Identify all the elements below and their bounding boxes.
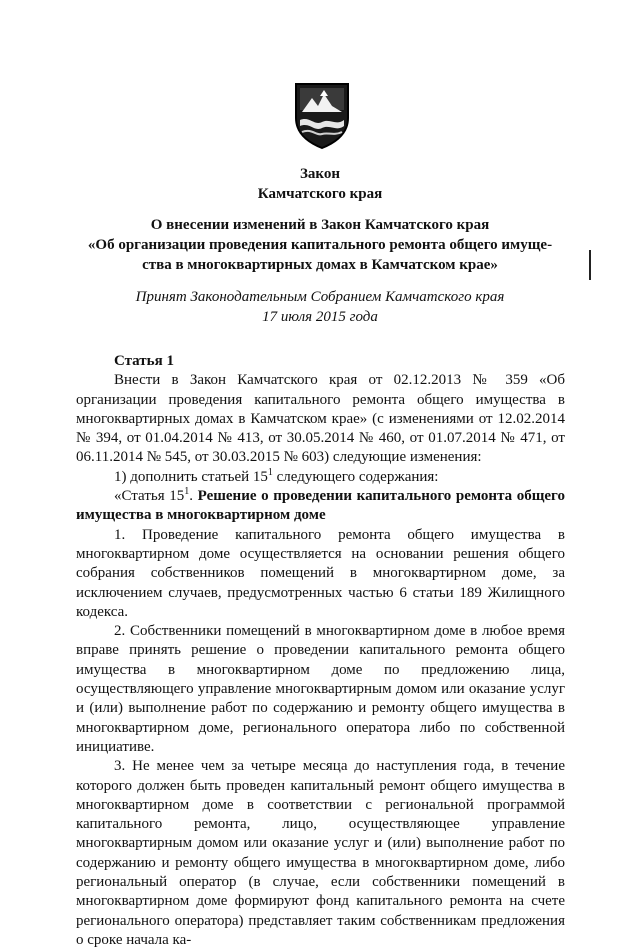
adoption-note-line-2: 17 июля 2015 года: [262, 309, 378, 325]
margin-mark: [589, 250, 591, 280]
law-subject: [60, 215, 580, 275]
law-title-line-2: Камчатского края: [257, 186, 383, 202]
article-intro: Внести в Закон Камчатского края от 02.12.2013 № 359 «Об организации проведения капитального ремонта общего имущества в многоквартирных домах в Камчатском крае» (с изменениями от 12.02.2014 № 394, от 01.04.2014 № 413, от 30.05.2014 № 460, от 01.07.2014 № 471, от 06.11.2014 № 545, от 30.03.2015 № 603) следующие изменения:: [76, 372, 565, 466]
law-title-line-1: Закон: [299, 166, 340, 182]
paragraph-2: 2. Собственники помещений в многоквартирном доме в любое время вправе принять решение о проведении капитального ремонта общего имущества в многоквартирном доме по предложению лица, осуществляющего управление многоквартирным домом или оказание услуг и (или) выполнение работ по содержанию и ремонту общего имущества в многоквартирном доме, регионального оператора либо по собственной инициативе.: [76, 623, 565, 755]
new-article-superscript: 1: [184, 486, 190, 498]
new-article-title: Решение о проведении капитального ремонта общего имущества в многоквартирном доме: [76, 488, 565, 524]
law-subject-line-1: О внесении изменений в Закон Камчатского края: [150, 217, 490, 233]
adoption-note-line-1: Принят Законодательным Собранием Камчатского края: [135, 289, 505, 305]
kamchatka-coat-of-arms-icon: [292, 80, 352, 150]
item-1-text: 1) дополнить статьей 15: [114, 468, 268, 485]
article-heading: Статья 1: [114, 353, 174, 369]
law-subject-line-2: «Об организации проведения капитального ремонта общего имуще-: [87, 237, 553, 253]
item-1: [76, 468, 565, 487]
new-article-prefix: «Статья 15: [114, 488, 185, 505]
paragraph-1: 1. Проведение капитального ремонта общего имущества в многоквартирном доме осуществляется на основании решения общего собрания собственников помещений в многоквартирном доме, за исключением случаев, предусмотренных частью 6 статьи 189 Жилищного кодекса.: [76, 526, 565, 620]
paragraph-3: 3. Не менее чем за четыре месяца до наступления года, в течение которого должен быть проведен капитальный ремонт общего имущества в многоквартирном доме в соответствии с региональной программой капитального ремонта, лицо, осуществляющее управление многоквартирным домом или оказание услуг и (или) выполнение работ по содержанию и ремонту общего имущества в многоквартирном доме, либо региональный оператор (в случае, если собственники помещений в многоквартирном доме формируют фонд капитального ремонта на счете регионального оператора) представляет таким собственникам предложения о сроке начала ка-: [76, 758, 565, 948]
article-body: [76, 352, 565, 950]
new-article-dot: .: [189, 488, 198, 505]
adoption-note: [60, 287, 580, 327]
law-subject-line-3: ства в многоквартирных домах в Камчатском крае»: [142, 257, 498, 273]
item-1-superscript: 1: [267, 466, 273, 478]
new-article-heading: [76, 487, 565, 526]
item-1-suffix: следующего содержания:: [272, 468, 439, 485]
law-title: [60, 164, 580, 204]
